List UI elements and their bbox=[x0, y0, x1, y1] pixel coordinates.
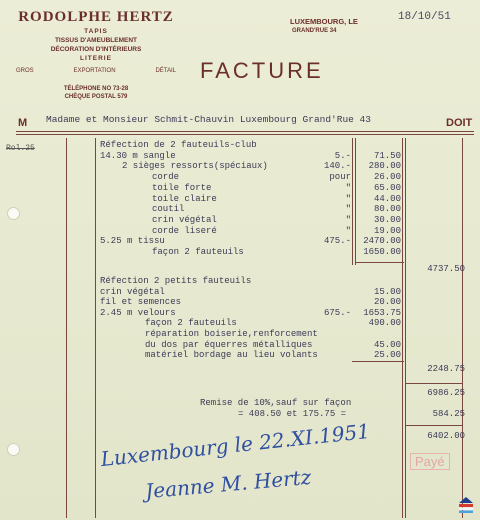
line-item-price: 675.- bbox=[323, 307, 351, 318]
line-item-price: 140.- bbox=[323, 161, 351, 172]
invoice-title: FACTURE bbox=[200, 58, 324, 83]
subtotal-rule bbox=[352, 361, 404, 362]
column-rule bbox=[402, 138, 403, 518]
subtotal-1: 4737.50 bbox=[427, 264, 465, 274]
company-line-2: DÉCORATION D'INTÉRIEURS bbox=[50, 46, 142, 53]
line-item-desc: 14.30 m sangle bbox=[100, 150, 176, 161]
signature-name: Jeanne M. Hertz bbox=[144, 464, 313, 504]
line-item-desc: Réfection 2 petits fauteuils bbox=[100, 276, 252, 286]
recipient: Madame et Monsieur Schmit-Chauvin Luxembourg Grand'Rue 43 bbox=[46, 114, 371, 125]
line-item-amount: 30.00 bbox=[373, 214, 401, 225]
paid-stamp: Payé bbox=[410, 453, 450, 470]
line-item-price: pour bbox=[329, 172, 351, 183]
line-item-desc: réparation boiserie,renforcement bbox=[145, 329, 318, 339]
line-item-price: 5.- bbox=[334, 150, 351, 161]
line-item-desc: 5.25 m tissu bbox=[100, 236, 165, 247]
line-item-desc: matériel bordage au lieu volants bbox=[145, 350, 318, 361]
line-item-amount: 1653.75 bbox=[363, 307, 401, 318]
company-phone: TÉLÉPHONE NO 73-28 bbox=[63, 86, 129, 92]
total-rule bbox=[405, 425, 462, 426]
line-item-price: " bbox=[345, 204, 351, 215]
line-item-amount: 80.00 bbox=[373, 204, 401, 215]
line-item-desc: 2 sièges ressorts(spéciaux) bbox=[122, 161, 268, 172]
line-item-amount: 71.50 bbox=[373, 150, 401, 161]
column-rule bbox=[66, 138, 67, 518]
line-item-amount: 490.00 bbox=[368, 318, 401, 329]
line-item-price: " bbox=[345, 225, 351, 236]
company-tapis: TAPIS bbox=[84, 28, 108, 35]
subtotal-rule bbox=[356, 262, 404, 263]
line-item-desc: fil et semences bbox=[100, 297, 182, 308]
company-postal: CHÈQUE POSTAL 579 bbox=[64, 94, 128, 100]
total-rule bbox=[405, 383, 462, 384]
invoice-date: 18/10/51 bbox=[398, 11, 451, 23]
discount-text: Remise de 10%,sauf sur façon bbox=[200, 398, 352, 408]
m-label: M bbox=[18, 117, 28, 129]
line-item-desc: crin végétal bbox=[100, 286, 165, 297]
line-item-price: " bbox=[345, 193, 351, 204]
struck-note: Rol.25 bbox=[6, 144, 35, 153]
line-item-desc: façon 2 fauteuils bbox=[152, 247, 244, 257]
line-item-desc: façon 2 fauteuils bbox=[145, 318, 237, 329]
archive-logo-icon bbox=[459, 497, 473, 513]
line-item-desc: toile forte bbox=[152, 182, 212, 193]
trade-gros: GROS bbox=[16, 68, 34, 74]
punch-hole bbox=[7, 207, 20, 220]
line-item-amount: 20.00 bbox=[373, 297, 401, 308]
line-item-price: " bbox=[345, 214, 351, 225]
line-item-amount: 65.00 bbox=[373, 182, 401, 193]
line-item-amount: 19.00 bbox=[373, 225, 401, 236]
trade-types bbox=[16, 68, 176, 74]
invoice-street: GRAND'RUE 34 bbox=[292, 28, 337, 34]
trade-export: EXPORTATION bbox=[73, 68, 116, 74]
line-item-price: " bbox=[345, 182, 351, 193]
discount-amount: 584.25 bbox=[432, 409, 465, 419]
invoice-city: LUXEMBOURG, LE bbox=[290, 17, 358, 26]
line-item-amount: 26.00 bbox=[373, 172, 401, 183]
recipient-rule bbox=[16, 131, 474, 132]
column-rule bbox=[405, 138, 406, 518]
line-item-desc: coutil bbox=[152, 204, 185, 215]
line-item-price: 475.- bbox=[323, 236, 351, 247]
line-item-amount: 25.00 bbox=[373, 350, 401, 361]
subtotal-2: 2248.75 bbox=[427, 364, 465, 374]
final-total: 6402.00 bbox=[427, 431, 465, 441]
total-before-discount: 6986.25 bbox=[427, 388, 465, 398]
line-item-amount: 15.00 bbox=[373, 286, 401, 297]
line-item-desc: crin végétal bbox=[152, 214, 217, 225]
line-item-desc: Réfection de 2 fauteuils-club bbox=[100, 140, 257, 150]
line-item-desc: corde liseré bbox=[152, 225, 217, 236]
line-item-desc: 2.45 m velours bbox=[100, 307, 176, 318]
discount-calc: = 408.50 et 175.75 = bbox=[238, 409, 347, 419]
signature-place-date: Luxembourg le 22.XI.1951 bbox=[99, 418, 371, 472]
column-rule bbox=[462, 138, 463, 518]
line-item-desc: toile claire bbox=[152, 193, 217, 204]
line-item-desc: du dos par équerres métalliques bbox=[145, 339, 313, 350]
line-item-amount: 45.00 bbox=[373, 339, 401, 350]
line-item-amount: 280.00 bbox=[368, 161, 401, 172]
column-rule bbox=[95, 138, 96, 518]
company-line-3: LITERIE bbox=[80, 55, 112, 62]
trade-detail: DÉTAIL bbox=[155, 68, 176, 74]
recipient-rule-2 bbox=[16, 134, 474, 135]
line-item-amount: 1650.00 bbox=[363, 247, 401, 257]
line-item-amount: 44.00 bbox=[373, 193, 401, 204]
punch-hole bbox=[7, 443, 20, 456]
line-item-amount: 2470.00 bbox=[363, 236, 401, 247]
line-item-desc: corde bbox=[152, 172, 180, 183]
company-name: RODOLPHE HERTZ bbox=[18, 9, 174, 25]
company-line-1: TISSUS D'AMEUBLEMENT bbox=[54, 37, 138, 44]
doit-label: DOIT bbox=[446, 117, 473, 129]
